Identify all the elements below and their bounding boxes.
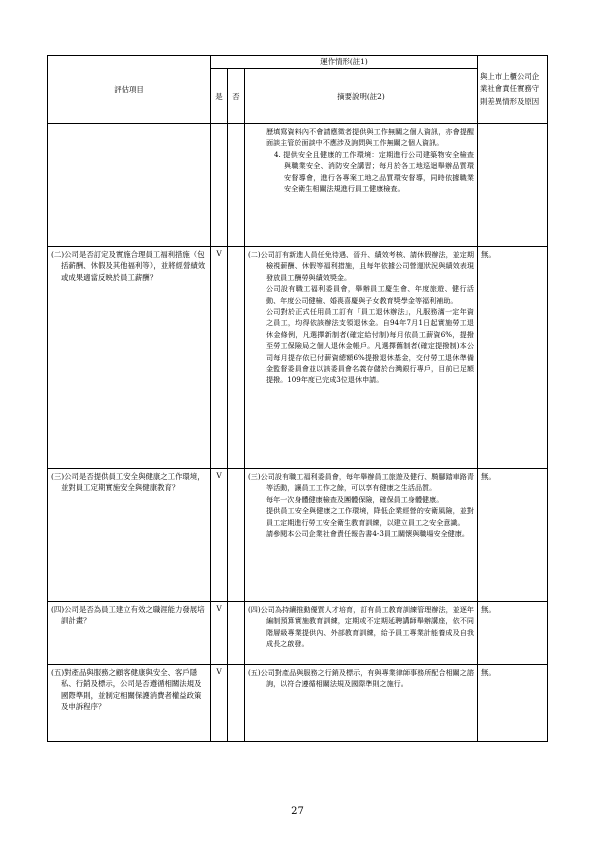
eval-item-cell bbox=[48, 665, 211, 742]
yes-cell: V bbox=[211, 247, 228, 469]
summary-paragraph: (四)公司為持續推動優質人才培育，訂有員工教育訓練管理辦法，並逐年編制預算實施教育訓練，定期或不定期延聘講師舉辦講座，依不同階層級專業提供內、外部教育訓練，給予員工專業計能養成及自我成長之啟發。 bbox=[248, 605, 475, 649]
eval-item-text: (三)公司是否提供員工安全與健康之工作環境，並對員工定期實施安全與健康教育？ bbox=[51, 472, 205, 493]
header-yes: 是 bbox=[211, 69, 228, 124]
yes-cell: V bbox=[211, 602, 228, 665]
no-cell bbox=[228, 124, 245, 247]
yes-cell bbox=[211, 124, 228, 247]
eval-item-text: (四)公司是否為員工建立有效之職涯能力發展培訓計畫？ bbox=[51, 605, 205, 626]
eval-item-text: (五)對產品與服務之顧客健康與安全、客戶隱私、行銷及標示，公司是否遵循相關法規及國際準則，並制定相關保護消費者權益政策及申訴程序？ bbox=[51, 668, 202, 712]
eval-item-cell bbox=[48, 124, 211, 247]
eval-item-cell bbox=[48, 247, 211, 469]
summary-cell bbox=[245, 469, 478, 602]
summary-paragraph: 歷填寫資料內不會請應徵者提供與工作無關之個人資訊，亦會提醒面談主管於面談中不應涉及詢問與工作無關之個人資訊。 bbox=[266, 127, 475, 148]
header-diff: 與上市上櫃公司企業社會責任實務守則差異情形及原因 bbox=[478, 56, 548, 124]
header-operation: 運作情形(註1) bbox=[211, 56, 478, 69]
no-cell bbox=[228, 665, 245, 742]
eval-item-cell bbox=[48, 469, 211, 602]
summary-paragraph: 公司對於正式任用員工訂有「員工退休辦法」，凡服務滿一定年資之員工，均得依該辦法支領退休金。自94年7月1日起實施勞工退休金條例，凡選擇新制者(確定給付制)每月依員工薪資6%，提撥至勞工保險局之個人退休金帳戶。凡選擇舊制者(確定提撥制)本公司每月提存依已付薪資總額6%提撥退休基金，交付勞工退休準備金監督委員會並以該委員會名義存儲於台灣銀行專戶，目前已足額提撥。109年度已完成3位退休申請。 bbox=[266, 307, 475, 385]
diff-cell: 無。 bbox=[478, 247, 548, 469]
evaluation-table bbox=[47, 55, 548, 742]
yes-cell: V bbox=[211, 469, 228, 602]
table-row bbox=[48, 665, 548, 742]
no-cell bbox=[228, 602, 245, 665]
summary-paragraph: (三)公司設有職工福利委員會，每年舉辦員工旅遊及健行、騎腳踏車路青等活動，讓員工工作之餘，可以享有健康之生活品質。 bbox=[248, 472, 475, 493]
header-eval-item: 評估項目 bbox=[48, 56, 211, 124]
table-row bbox=[48, 602, 548, 665]
table-row bbox=[48, 124, 548, 247]
table-row bbox=[48, 469, 548, 602]
summary-paragraph: (五)公司對產品與服務之行銷及標示，有與專業律師事務所配合相關之諮詢，以符合遵循相關法規及國際準則之施行。 bbox=[248, 668, 475, 689]
summary-cell bbox=[245, 247, 478, 469]
diff-cell: 無。 bbox=[478, 665, 548, 742]
summary-paragraph: (二)公司訂有新進人員任免待遇、晉升、績效考核、請休假辦法，並定期檢視薪酬、休假等福利措施，且每年依據公司營運狀況與績效表現發放員工酬勞與績效獎金。 bbox=[248, 250, 475, 282]
summary-cell bbox=[245, 124, 478, 247]
summary-paragraph: 4. 提供安全且健康的工作環境：定期進行公司建築物安全檢查與職業安全、消防安全講習；每月於各工地巡迴舉辦品質環安督導會，進行各專案工地之品質環安督導，同時依據職業安全衛生相關法規進行員工健康檢查。 bbox=[274, 149, 475, 194]
summary-cell bbox=[245, 602, 478, 665]
summary-cell bbox=[245, 665, 478, 742]
eval-item-text: (二)公司是否訂定及實施合理員工福利措施（包括薪酬、休假及其他福利等），並將經營績效或成果適當反映於員工薪酬？ bbox=[51, 250, 206, 282]
no-cell bbox=[228, 247, 245, 469]
no-cell bbox=[228, 469, 245, 602]
evaluation-table-page bbox=[47, 55, 547, 742]
header-summary: 摘要說明(註2) bbox=[245, 69, 478, 124]
diff-cell bbox=[478, 124, 548, 247]
diff-cell: 無。 bbox=[478, 602, 548, 665]
summary-paragraph: 公司設有職工福利委員會，舉辦員工慶生會、年度旅遊、健行活動、年度公司健檢、婚喪喜慶與子女教育獎學金等福利補助。 bbox=[266, 284, 475, 305]
summary-paragraph: 每年一次身體健康檢查及團體保險，確保員工身體健康。 bbox=[266, 494, 444, 504]
table-row bbox=[48, 247, 548, 469]
page-number: 27 bbox=[291, 806, 304, 817]
summary-paragraph: 提供員工安全與健康之工作環境，降低企業經營的安衛風險，並對員工定期進行勞工安全衛生教育訓練，以建立員工之安全意識。 bbox=[266, 506, 475, 527]
eval-item-cell bbox=[48, 602, 211, 665]
header-no: 否 bbox=[228, 69, 245, 124]
yes-cell: V bbox=[211, 665, 228, 742]
diff-cell: 無。 bbox=[478, 469, 548, 602]
summary-paragraph: 請參閱本公司企業社會責任報告書4-3員工關懷與職場安全健康。 bbox=[266, 529, 469, 539]
